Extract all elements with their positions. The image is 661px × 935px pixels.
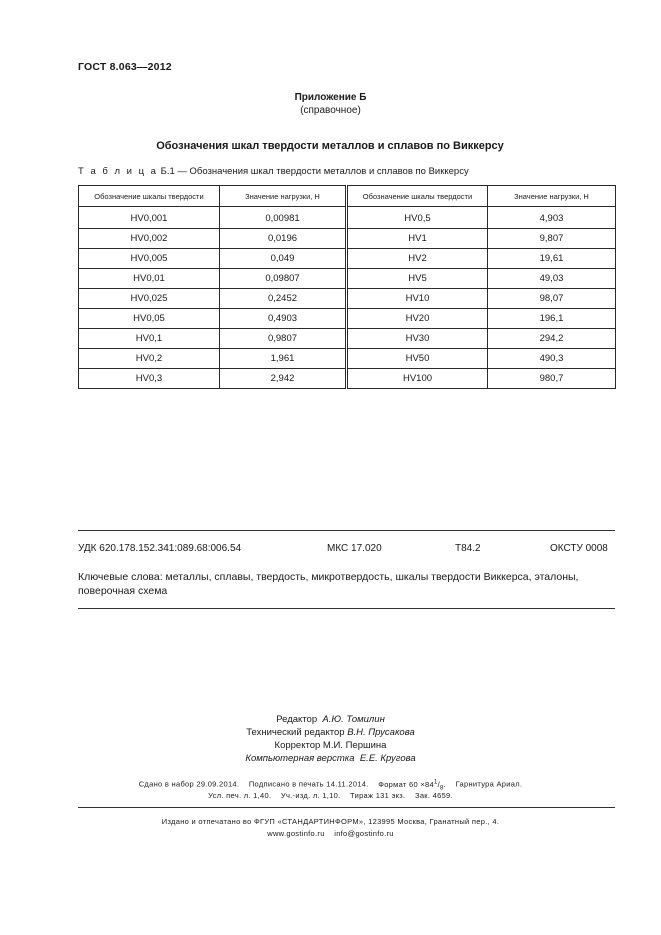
table-cell: 0,9807: [220, 329, 347, 349]
imprint-set-date: Сдано в набор 29.09.2014.: [138, 779, 240, 789]
table-cell: 98,07: [488, 289, 616, 309]
table-cell: 490,3: [488, 349, 616, 369]
table-cell: HV0,002: [79, 229, 220, 249]
table-cell: HV1: [347, 229, 488, 249]
editor-name: А.Ю. Томилин: [322, 714, 385, 725]
table-cell: HV0,001: [79, 207, 220, 229]
divider: [78, 530, 615, 531]
layout-label: Компьютерная верстка: [245, 753, 355, 764]
table-cell: HV30: [347, 329, 488, 349]
table-cell: 4,903: [488, 207, 616, 229]
udk-code: УДК 620.178.152.341:089.68:006.54: [78, 543, 242, 554]
table-row: [79, 289, 616, 309]
table-caption-text: — Обозначения шкал твердости металлов и сплавов по Виккерсу: [174, 166, 469, 177]
table-cell: 49,03: [488, 269, 616, 289]
imprint-print-sheets: Усл. печ. л. 1,40.: [208, 791, 272, 800]
publisher-contacts: [0, 829, 661, 838]
table-cell: HV0,2: [79, 349, 220, 369]
table-caption: [78, 166, 469, 177]
table-row: [79, 249, 616, 269]
table-cell: HV0,01: [79, 269, 220, 289]
table-cell: 19,61: [488, 249, 616, 269]
imprint-typeface: Гарнитура Ариал.: [455, 779, 523, 789]
table-body: [79, 207, 616, 389]
appendix-heading: [0, 91, 661, 117]
credits: [0, 713, 661, 765]
corrector-line: Корректор М.И. Першина: [274, 740, 387, 751]
divider: [78, 608, 615, 609]
table-cell: HV50: [347, 349, 488, 369]
table-cell: 9,807: [488, 229, 616, 249]
table-cell: HV5: [347, 269, 488, 289]
table-cell: HV2: [347, 249, 488, 269]
table-header-row: [79, 186, 616, 207]
table-caption-number: Б.1: [157, 166, 175, 177]
t-code: Т84.2: [455, 543, 481, 554]
table-row: [79, 269, 616, 289]
table-row: [79, 349, 616, 369]
table-cell: HV100: [347, 369, 488, 389]
imprint-circulation: Тираж 131 экз.: [350, 791, 406, 800]
column-header: Значение нагрузки, Н: [488, 186, 616, 207]
table-cell: 0,2452: [220, 289, 347, 309]
table-cell: 0,00981: [220, 207, 347, 229]
divider: [78, 807, 615, 808]
document-code: ГОСТ 8.063—2012: [78, 61, 172, 73]
table-cell: 0,0196: [220, 229, 347, 249]
appendix-title: Приложение Б: [294, 92, 367, 103]
publisher-website[interactable]: www.gostinfo.ru: [267, 829, 325, 838]
table-cell: HV0,3: [79, 369, 220, 389]
table-row: [79, 369, 616, 389]
table-cell: 2,942: [220, 369, 347, 389]
table-row: [79, 207, 616, 229]
table-cell: HV20: [347, 309, 488, 329]
table-row: [79, 329, 616, 349]
keywords: Ключевые слова: металлы, сплавы, твердость, микротвердость, шкалы твердости Виккерса, эталоны, поверочная схема: [78, 571, 579, 597]
table-cell: 0,049: [220, 249, 347, 269]
imprint-pub-sheets: Уч.-изд. л. 1,10.: [280, 791, 341, 800]
layout-line: [0, 752, 661, 765]
table-cell: HV10: [347, 289, 488, 309]
column-header: Обозначение шкалы твердости: [79, 186, 220, 207]
table-cell: HV0,05: [79, 309, 220, 329]
table-cell: 294,2: [488, 329, 616, 349]
column-header: Обозначение шкалы твердости: [347, 186, 488, 207]
okstu-code: ОКСТУ 0008: [550, 543, 608, 554]
publisher-info: Издано и отпечатано во ФГУП «СТАНДАРТИНФОРМ», 123995 Москва, Гранатный пер., 4.: [161, 817, 500, 826]
tech-editor-label: Технический редактор: [246, 727, 345, 738]
mks-code: МКС 17.020: [327, 543, 382, 554]
table-row: [79, 309, 616, 329]
tech-editor-line: [0, 726, 661, 739]
table-caption-prefix: Т а б л и ц а: [78, 166, 158, 177]
section-title: Обозначения шкал твердости металлов и сплавов по Виккерсу: [156, 140, 504, 152]
column-header: Значение нагрузки, Н: [220, 186, 347, 207]
table-cell: 0,4903: [220, 309, 347, 329]
table-cell: 196,1: [488, 309, 616, 329]
table-cell: HV0,025: [79, 289, 220, 309]
table-cell: 0,09807: [220, 269, 347, 289]
table-row: [79, 229, 616, 249]
appendix-subtitle: (справочное): [300, 105, 361, 116]
table-cell: HV0,005: [79, 249, 220, 269]
imprint-line-2: [0, 791, 661, 800]
publisher-email[interactable]: info@gostinfo.ru: [334, 829, 394, 838]
table-cell: HV0,1: [79, 329, 220, 349]
table-cell: 980,7: [488, 369, 616, 389]
layout-name: Е.Е. Кругова: [359, 753, 416, 764]
imprint-sign-date: Подписано в печать 14.11.2014.: [248, 779, 369, 789]
editor-label: Редактор: [276, 714, 318, 725]
imprint-order: Зак. 4659.: [414, 791, 453, 800]
tech-editor-name: В.Н. Прусакова: [347, 727, 415, 738]
table-cell: 1,961: [220, 349, 347, 369]
vickers-scale-table: [78, 185, 616, 389]
imprint-line-1: [0, 779, 661, 791]
table-cell: HV0,5: [347, 207, 488, 229]
editor-line: [0, 713, 661, 726]
imprint-format: Формат $60 \times 84^1/_8$.: [378, 779, 447, 791]
